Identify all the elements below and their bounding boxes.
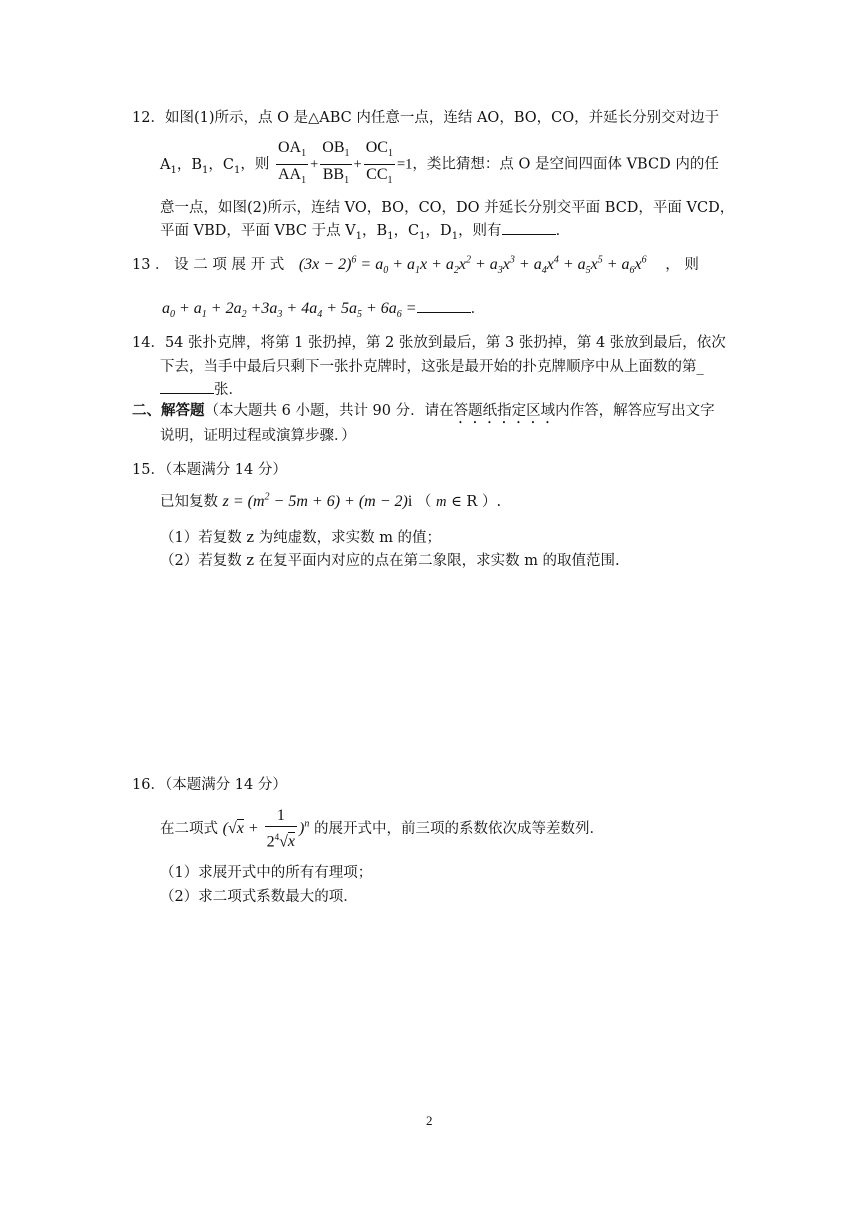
q15-part1: （1）若复数 z 为纯虚数，求实数 m 的值； — [160, 530, 442, 546]
q13-tail: ， 则 — [665, 257, 699, 273]
q13-answer-blank — [417, 298, 471, 313]
q12-fraction-oa: $\frac{OA_1}{AA_1}$ — [277, 139, 307, 187]
q12-line3: 意一点，如图(2)所示，连结 VO，BO，CO，DO 并延长分别交平面 BCD，平面 VCD， — [160, 200, 735, 216]
q12-line2: $A_1$，$B_1$，$C_1$，则 $\frac{OA_1}{AA_1}$ + $\frac{OB_1}{BB_1}$ + $\frac{OC_1}{CC_1}$ =1，类比猜想：点 O 是空间四面体 VBCD 内的任 — [160, 138, 719, 191]
q15-part2: （2）若复数 z 在复平面内对应的点在第二象限，求实数 m 的取值范围. — [160, 553, 620, 569]
q15-stem: 已知复数 $z = (m^2 - 5m + 6) + (m - 2)i$ （ m ∈ R ）. — [160, 491, 502, 510]
page-number: 2 — [426, 1113, 433, 1128]
q12-line4: 平面 VBD，平面 VBC 于点 $V_1$，$B_1$，$C_1$，$D_1$，则有 ． — [160, 219, 570, 242]
section2-line1: 二、解答题（本大题共 6 小题，共计 90 分．请在答题纸指定区域内作答，解答应写出文字 — [132, 402, 715, 419]
q15-complex-number: $z = (m^2 - 5m + 6) + (m - 2)i$ — [222, 491, 413, 510]
q12-answer-blank — [502, 220, 556, 235]
q12-then: ，则 — [240, 156, 270, 173]
q14-line1: 14．54 张扑克牌，将第 1 张扔掉，第 2 张放到最后，第 3 张扔掉，第 4 张放到最后，依次 — [132, 335, 726, 351]
q16-binomial: (√x + $\frac{1}{2^4√x}$ )$^n$ — [222, 807, 310, 851]
q14-line3: 张． — [160, 378, 243, 399]
q12-equals-one: =1 — [396, 156, 413, 173]
q15-condition: （ m ∈ R ）. — [416, 494, 502, 510]
q13-sum-expr: $a_0 + a_1 + 2a_2 +3a_3 + 4a_4 + 5a_5 + 6a_6$ = — [162, 300, 417, 321]
q12-fraction-ob: $\frac{OB_1}{BB_1}$ — [322, 139, 350, 187]
q12-fraction-oc: $\frac{OC_1}{CC_1}$ — [365, 139, 393, 187]
q12-conjecture: ，类比猜想：点 O 是空间四面体 VBCD 内的任 — [412, 156, 719, 173]
section2-dotted-text: 答题纸指定区域 — [453, 403, 556, 419]
q12-line1: 12．如图(1)所示，点 O 是△ABC 内任意一点，连结 AO，BO，CO，并延长分别交对边于 — [132, 110, 720, 126]
q16-part1: （1）求展开式中的所有有理项； — [160, 865, 373, 881]
q16-header: 16．（本题满分 14 分） — [132, 777, 287, 793]
q14-line2: 下去，当手中最后只剩下一张扑克牌时，这张是最开始的扑克牌顺序中从上面数的第_ — [160, 359, 704, 375]
q16-stem: 在二项式 (√x + $\frac{1}{2^4√x}$ )$^n$ 的展开式中，前三项的系数依次成等差数列． — [160, 807, 604, 851]
q13-lead: 13 ． 设 二 项 展 开 式 — [132, 257, 285, 273]
q13-line1 — [132, 253, 699, 276]
q15-header: 15．（本题满分 14 分） — [132, 462, 287, 478]
q14-answer-blank — [160, 379, 214, 394]
section2-line2: 说明，证明过程或演算步骤．） — [160, 428, 356, 444]
q13-expansion: $(3x - 2)^6 = a_0 + a_1x + a_2x^2 + a_3x^3 + a_4x^4 + a_5x^5 + a_6x^6$ — [298, 254, 647, 277]
q16-part2: （2）求二项式系数最大的项． — [160, 889, 358, 905]
section2-title: 二、解答题 — [132, 402, 205, 419]
q13-line2: $a_0 + a_1 + 2a_2 +3a_3 + 4a_4 + 5a_5 + 6a_6$ = ． — [162, 300, 486, 321]
